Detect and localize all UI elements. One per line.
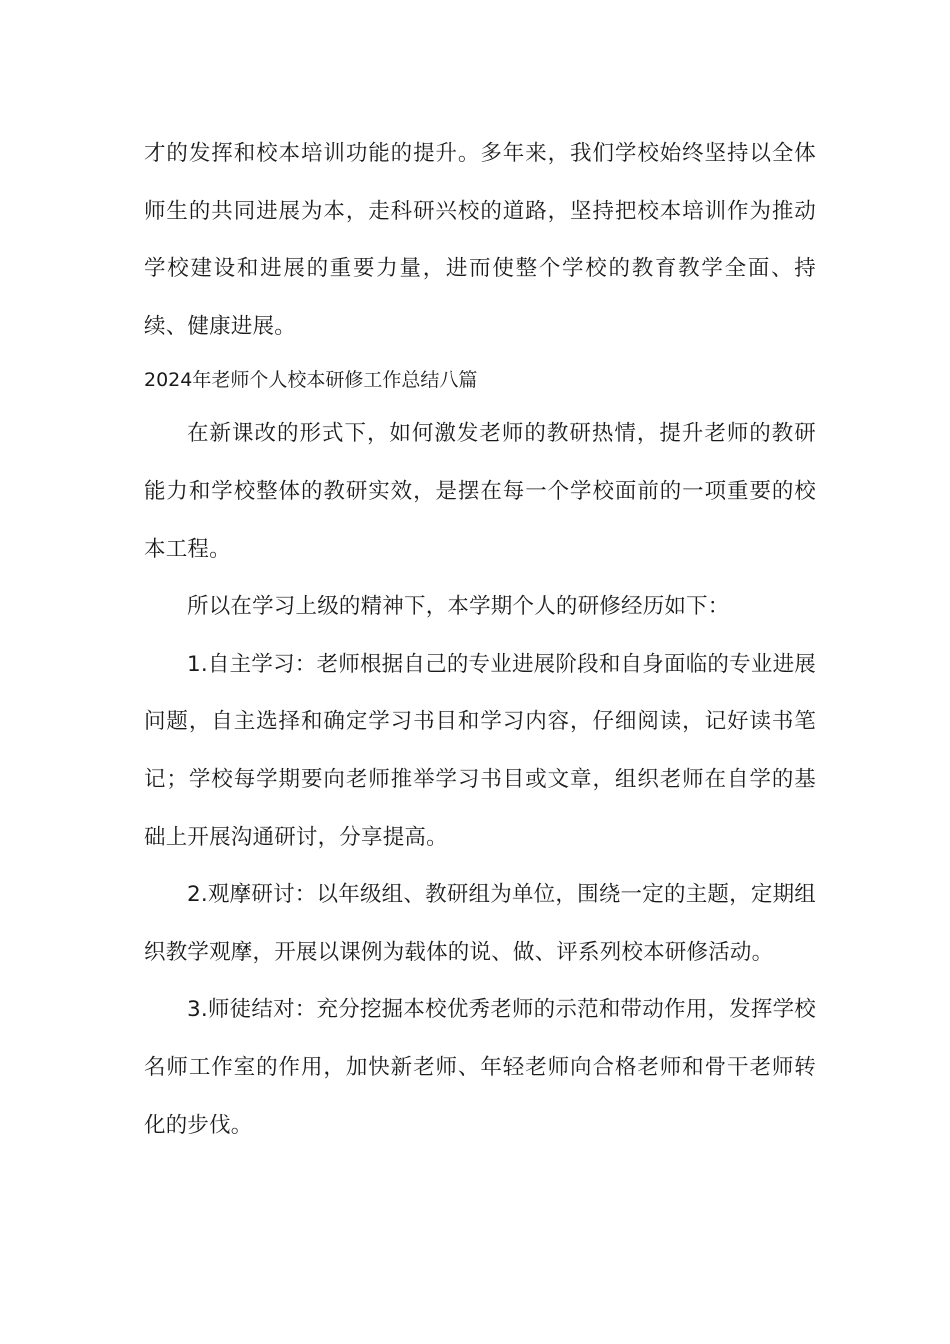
paragraph-mentorship: 3.师徒结对：充分挖掘本校优秀老师的示范和带动作用，发挥学校名师工作室的作用，加快新老师、年轻老师向合格老师和骨干老师转化的步伐。 (144, 997, 816, 1138)
paragraph-new-curriculum: 在新课改的形式下，如何激发老师的教研热情，提升老师的教研能力和学校整体的教研实效，是摆在每一个学校面前的一项重要的校本工程。 (144, 421, 816, 562)
paragraph-self-study: 1.自主学习：老师根据自己的专业进展阶段和自身面临的专业进展问题，自主选择和确定学习书目和学习内容，仔细阅读，记好读书笔记；学校每学期要向老师推举学习书目或文章，组织老师在自学的基础上开展沟通研讨，分享提高。 (144, 651, 816, 850)
section-heading: 2024年老师个人校本研修工作总结八篇 (144, 369, 478, 392)
paragraph-intro-continuation: 才的发挥和校本培训功能的提升。多年来，我们学校始终坚持以全体师生的共同进展为本，走科研兴校的道路，坚持把校本培训作为推动学校建设和进展的重要力量，进而使整个学校的教育教学全面、持续、健康进展。 (144, 141, 816, 339)
paragraph-observation: 2.观摩研讨：以年级组、教研组为单位，围绕一定的主题，定期组织教学观摩，开展以课例为载体的说、做、评系列校本研修活动。 (144, 882, 816, 965)
document-body (144, 125, 816, 1154)
paragraph-experience-intro: 所以在学习上级的精神下，本学期个人的研修经历如下： (187, 594, 730, 620)
